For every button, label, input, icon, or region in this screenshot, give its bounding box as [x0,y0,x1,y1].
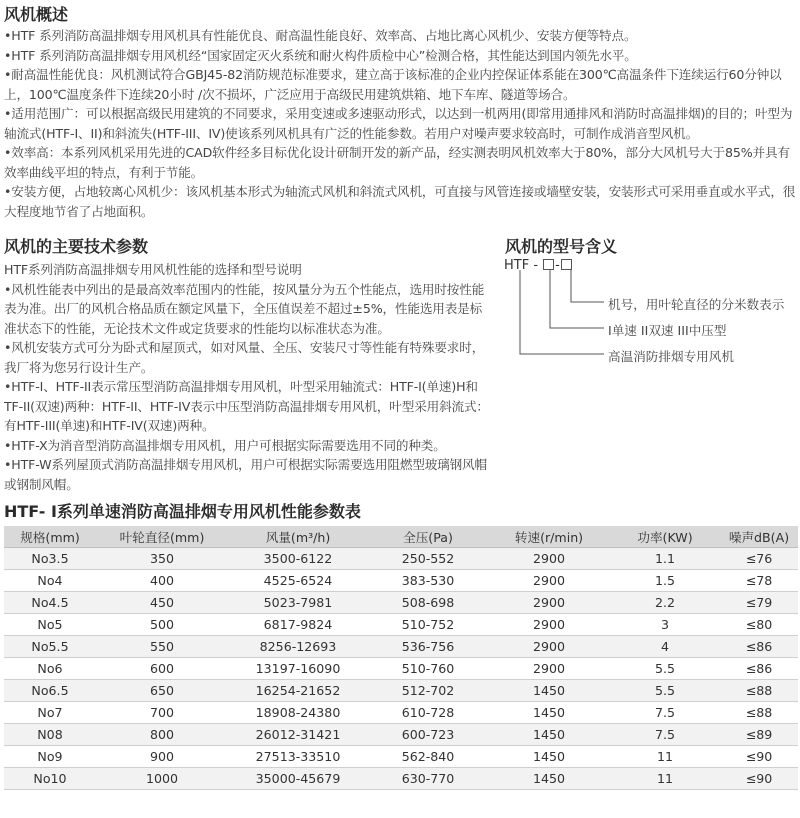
cell-speed: 2900 [488,636,610,658]
overview-paragraph: •安装方便，占地较离心风机少：该风机基本形式为轴流式风机和斜流式风机，可直接与风管连接或墙壁安装，安装形式可采用垂直或水平式，很大程度地节省了占地面积。 [4,184,796,219]
cell-speed: 2900 [488,570,610,592]
overview-paragraph: •HTF 系列消防高温排烟专用风机具有性能优良、耐高温性能良好、效率高、占地比离心风机少、安装方便等特点。 [4,28,637,43]
tech-paragraph: •HTF-W系列屋顶式消防高温排烟专用风机，用户可根据实际需要选用阻燃型玻璃钢风帽或钢制风帽。 [4,457,487,492]
model-code-separator: - [555,258,560,273]
column-header-model: 规格(mm) [4,526,96,548]
cell-air-volume: 13197-16090 [228,658,368,680]
tech-params-title: 风机的主要技术参数 [4,237,149,256]
cell-total-pressure: 600-723 [368,724,488,746]
cell-air-volume: 8256-12693 [228,636,368,658]
cell-impeller-diameter: 1000 [96,768,228,790]
cell-total-pressure: 562-840 [368,746,488,768]
cell-model: No7 [4,702,96,724]
cell-model: No5.5 [4,636,96,658]
cell-impeller-diameter: 650 [96,680,228,702]
cell-model: No9 [4,746,96,768]
cell-noise: ≤90 [720,746,798,768]
cell-noise: ≤76 [720,548,798,570]
cell-model: No6.5 [4,680,96,702]
overview-paragraph: •耐高温性能优良：风机测试符合GBJ45-82消防规范标准要求，建立高于该标准的企业内控保证体系能在300℃高温条件下连续运行60分钟以上，100℃温度条件下连续20小时 /次不损坏，广泛应用于高级民用建筑烘箱、地下车库、隧道等场合。 [4,67,782,102]
model-meaning-title: 风机的型号含义 [505,237,618,256]
cell-total-pressure: 508-698 [368,592,488,614]
cell-power: 4 [610,636,720,658]
model-code-diagram [500,256,800,366]
table-row [4,548,798,570]
cell-speed: 2900 [488,592,610,614]
cell-total-pressure: 512-702 [368,680,488,702]
connector-speed-type [550,270,604,328]
cell-speed: 1450 [488,746,610,768]
model-label-machine-no: 机号，用叶轮直径的分米数表示 [608,297,785,312]
cell-air-volume: 26012-31421 [228,724,368,746]
cell-impeller-diameter: 400 [96,570,228,592]
cell-noise: ≤90 [720,768,798,790]
performance-table-title: HTF- I系列单速消防高温排烟专用风机性能参数表 [4,502,361,521]
table-header-row [4,526,798,548]
cell-total-pressure: 536-756 [368,636,488,658]
cell-air-volume: 5023-7981 [228,592,368,614]
table-body [4,548,798,790]
cell-noise: ≤78 [720,570,798,592]
cell-model: No5 [4,614,96,636]
cell-speed: 1450 [488,702,610,724]
cell-power: 5.5 [610,680,720,702]
cell-impeller-diameter: 550 [96,636,228,658]
cell-air-volume: 3500-6122 [228,548,368,570]
cell-total-pressure: 510-760 [368,658,488,680]
cell-power: 2.2 [610,592,720,614]
table-row [4,746,798,768]
cell-speed: 2900 [488,548,610,570]
cell-noise: ≤88 [720,680,798,702]
model-label-speed-type: I单速 II双速 III中压型 [608,323,727,338]
cell-impeller-diameter: 600 [96,658,228,680]
table-row [4,636,798,658]
cell-power: 11 [610,768,720,790]
overview-title: 风机概述 [4,5,69,24]
cell-speed: 1450 [488,680,610,702]
cell-air-volume: 35000-45679 [228,768,368,790]
overview-paragraph: •HTF 系列消防高温排烟专用风机经“国家固定灭火系统和耐火构件质检中心”检测合格，其性能达到国内领先水平。 [4,47,637,63]
tech-paragraph: •HTF-X为消音型消防高温排烟专用风机，用户可根据实际需要选用不同的种类。 [4,437,446,453]
cell-model: N08 [4,724,96,746]
cell-model: No4 [4,570,96,592]
cell-model: No10 [4,768,96,790]
model-code-prefix: HTF - [504,258,539,273]
cell-impeller-diameter: 350 [96,548,228,570]
cell-power: 11 [610,746,720,768]
cell-noise: ≤86 [720,658,798,680]
cell-air-volume: 18908-24380 [228,702,368,724]
cell-power: 7.5 [610,702,720,724]
column-header-total-pressure: 全压(Pa) [368,526,488,548]
cell-model: No4.5 [4,592,96,614]
overview-paragraph: •适用范围广：可以根据高级民用建筑的不同要求，采用变速或多速驱动形式，以达到一机两用(即常用通排风和消防时高温排烟)的目的；叶型为轴流式(HTF-I、II)和斜流失(HTF-III、IV)使该系列风机具有广泛的性能参数。若用户对噪声要求较高时，可制作成消音型风机。 [4,106,793,141]
cell-impeller-diameter: 450 [96,592,228,614]
cell-noise: ≤80 [720,614,798,636]
column-header-impeller-diameter: 叶轮直径(mm) [96,526,228,548]
table-row [4,592,798,614]
model-code [504,258,573,273]
table-row [4,614,798,636]
table-row [4,768,798,790]
cell-air-volume: 27513-33510 [228,746,368,768]
tech-params-text [4,260,492,494]
table-row [4,724,798,746]
cell-power: 1.5 [610,570,720,592]
cell-speed: 2900 [488,658,610,680]
table-row [4,658,798,680]
cell-air-volume: 16254-21652 [228,680,368,702]
column-header-noise: 噪声dB(A) [720,526,798,548]
overview-paragraph: •效率高：本系列风机采用先进的CAD软件经多目标优化设计研制开发的新产品，经实测表明风机效率大于80%，部分大风机号大于85%并具有效率曲线平坦的特点，有利于节能。 [4,145,790,180]
cell-speed: 2900 [488,614,610,636]
tech-paragraph: HTF系列消防高温排烟专用风机性能的选择和型号说明 [4,262,302,277]
cell-noise: ≤79 [720,592,798,614]
cell-impeller-diameter: 500 [96,614,228,636]
column-header-speed: 转速(r/min) [488,526,610,548]
cell-noise: ≤89 [720,724,798,746]
cell-speed: 1450 [488,724,610,746]
cell-power: 7.5 [610,724,720,746]
cell-total-pressure: 610-728 [368,702,488,724]
tech-paragraph: •风机性能表中列出的是最高效率范围内的性能，按风量分为五个性能点，选用时按性能表为准。出厂的风机合格品质在额定风量下，全压值误差不超过±5%，性能选用表是标准状态下的性能，无论技术文件或定货要求的性能均以标准状态为准。 [4,281,485,336]
cell-total-pressure: 250-552 [368,548,488,570]
connector-machine-no [571,270,604,302]
cell-speed: 1450 [488,768,610,790]
cell-model: No3.5 [4,548,96,570]
cell-power: 1.1 [610,548,720,570]
column-header-air-volume: 风量(m³/h) [228,526,368,548]
cell-total-pressure: 510-752 [368,614,488,636]
cell-impeller-diameter: 800 [96,724,228,746]
tech-paragraph: •HTF-I、HTF-II表示常压型消防高温排烟专用风机，叶型采用轴流式：HTF-I(单速)H和TF-II(双速)两种：HTF-II、HTF-IV表示中压型消防高温排烟专用风机，叶型采用斜流式：有HTF-III(单速)和HTF-IV(双速)两种。 [4,379,489,433]
cell-air-volume: 6817-9824 [228,614,368,636]
cell-power: 5.5 [610,658,720,680]
cell-power: 3 [610,614,720,636]
model-code-slot [561,259,572,270]
cell-impeller-diameter: 700 [96,702,228,724]
table-row [4,570,798,592]
model-code-slot [543,259,554,270]
table-row [4,702,798,724]
cell-total-pressure: 383-530 [368,570,488,592]
connector-htf [520,270,604,354]
model-label-htf: 高温消防排烟专用风机 [608,349,734,364]
cell-air-volume: 4525-6524 [228,570,368,592]
tech-paragraph: •风机安装方式可分为卧式和屋顶式，如对风量、全压、安装尺寸等性能有特殊要求时，我厂将为您另行设计生产。 [4,340,485,375]
performance-table [4,526,798,790]
cell-model: No6 [4,658,96,680]
cell-impeller-diameter: 900 [96,746,228,768]
overview-text [4,26,798,221]
column-header-power: 功率(KW) [610,526,720,548]
cell-noise: ≤86 [720,636,798,658]
cell-total-pressure: 630-770 [368,768,488,790]
cell-noise: ≤88 [720,702,798,724]
table-row [4,680,798,702]
